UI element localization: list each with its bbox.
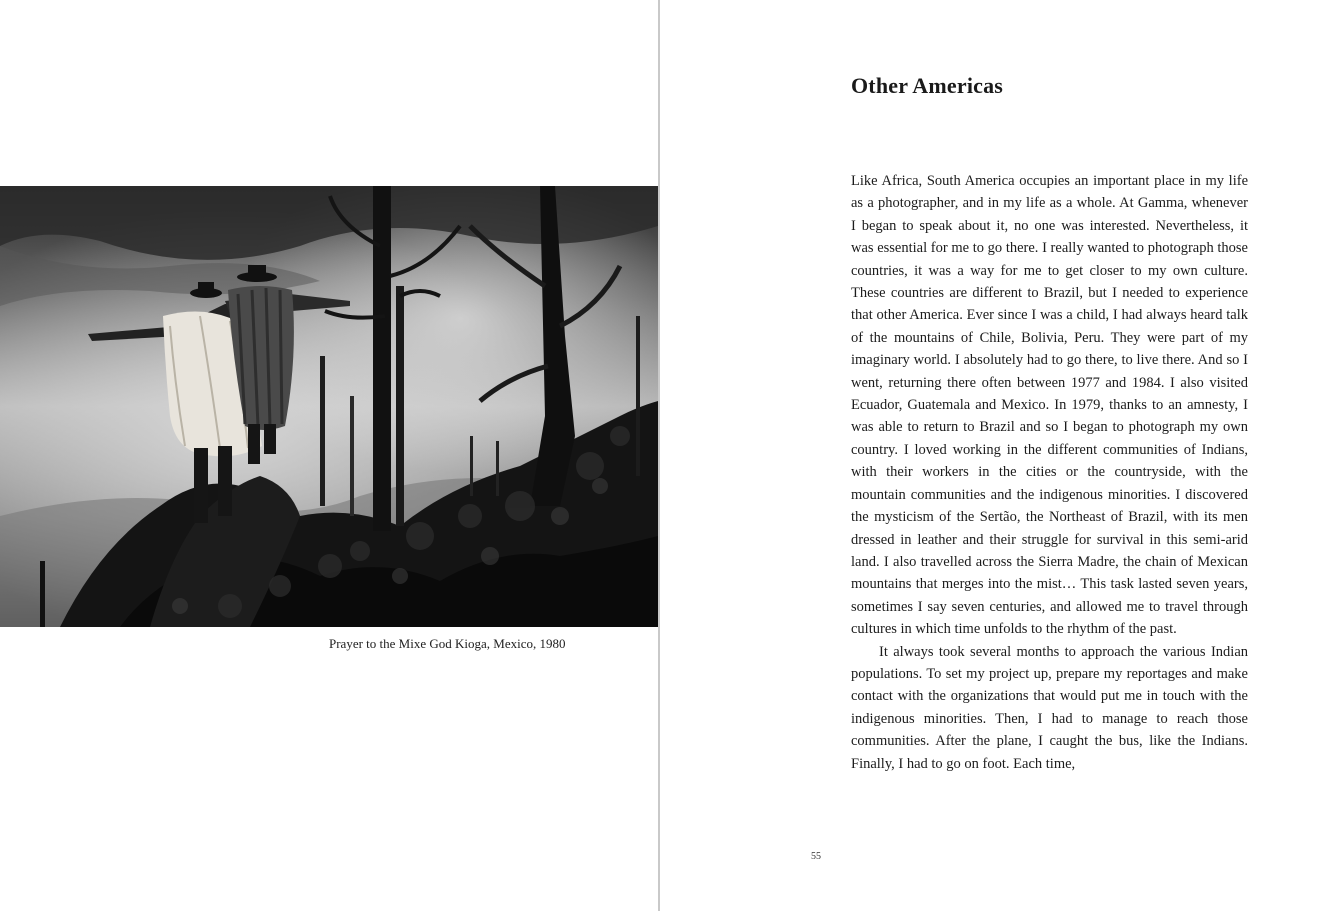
- bw-photograph-icon: [0, 186, 658, 627]
- paragraph-1: Like Africa, South America occupies an important place in my life as a photographer, and in my life as a whole. At Gamma, whenever I began to speak about it, no one was interested. Nevertheless, it was essential for me to go there. I really wanted to photograph those countries, it was a way for me to get closer to my own culture. These countries are different to Brazil, but I needed to experience that other America. Ever since I was a child, I had always heard talk of the mountains of Chile, Bolivia, Peru. They were part of my imaginary world. I absolutely had to go there, to live there. And so I went, returning there often between 1977 and 1984. I also visited Ecuador, Guatemala and Mexico. In 1979, thanks to an amnesty, I was able to return to Brazil and so I began to photograph my own country. I loved working in the different communities of Indians, with their workers in the cities or the countryside, with the mountain communities and the indigenous minorities. I discovered the mysticism of the Sertão, the Northeast of Brazil, with its men dressed in leather and their struggle for survival in this semi-arid land. I also travelled across the Sierra Madre, the chain of Mexican mountains that merges into the mist… This task lasted seven years, sometimes I say seven centuries, and allowed me to travel through cultures in which time unfolds to the rhythm of the past.: [851, 173, 1248, 638]
- chapter-title: Other Americas: [851, 73, 1004, 98]
- body-text: [851, 170, 1248, 775]
- paragraph-2: It always took several months to approach the various Indian populations. To set my project up, prepare my reportages and make contact with the organizations that would put me in touch with the indigenous minorities. Then, I had to manage to reach those communities. After the plane, I caught the bus, like the Indians. Finally, I had to go on foot. Each time,: [851, 643, 1248, 772]
- page-number: 55: [811, 851, 821, 862]
- left-page: [0, 0, 658, 911]
- right-page: [660, 0, 1318, 911]
- photograph: [0, 186, 658, 627]
- photo-caption: Prayer to the Mixe God Kioga, Mexico, 1980: [329, 636, 566, 651]
